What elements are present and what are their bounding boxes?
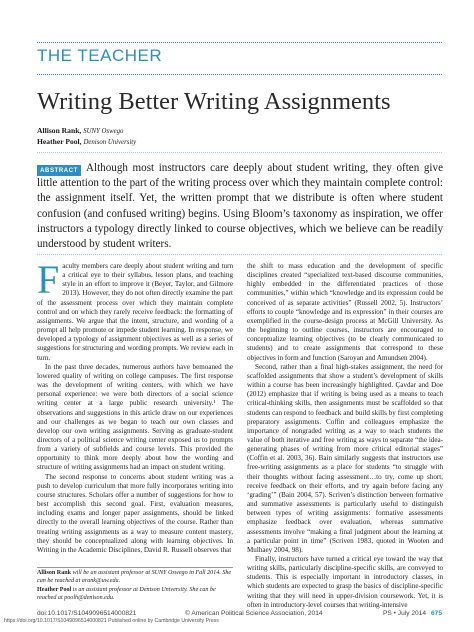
footnote: Allison Rank will be an assistant professor at SUNY Oswego in Fall 2014. She can be reached at arank@uw.edu. [37,570,232,584]
left-column [37,257,233,555]
paragraph: the shift to mass education and the development of specific disciplines created “specialized text-based discourse communities, highly embedded in the differentiated practices of those communities,” within which “knowledge and its expression could be conceived of as separate activities” (Russell 2002, 5). Instructors’ efforts to couple “knowledge and its expression” in their courses are exemplified in the course-design process at McGill University. As the beginning to outline courses, instructors are encouraged to conceptualize learning objectives (to be clearly communicated to students) and to create assignments that correspond to these objectives in form and function (Saroyan and Amundsen 2004). [247,262,443,362]
paragraph: Second, rather than a final high-stakes assignment, the need for scaffolded assignments that show a student’s development of skills within a course has been increasingly highlighted. Çavdar and Doe (2012) emphasize that if writing is being used as a means to teach critical-thinking skills, then assignments must be scaffolded so that students can respond to feedback and build skills by first completing preparatory assignments. Coffin and colleagues emphasize the importance of nongraded writing as a way to teach students the value of both iterative and free writing as ways to separate “the idea-generating phases of writing from more critical editorial stages” (Coffin et al. 2003, 36). Bain similarly suggests that instructors use free-writing assignments as a place for students “to struggle with their thoughts without facing assessment…to try, come up short, receive feedback on their efforts, and try again before facing any ‘grading’” (Bain 2004, 57). Scriven’s distinction between formative and summative assessments is particularly useful to distinguish between types of writing assignments: formative assessments emphasize feedback over evaluation, whereas summative assessments involve “making a final judgment about the learning at a particular point in time” (Scriven 1983, quoted in Wooten and Mulhaey 2004, 98). [247,362,443,554]
paragraph: The second response to concerns about student writing was a push to develop curriculum that more fully incorporates writing into course structures. Scholars offer a number of suggestions for how to best accomplish this second goal. First, evaluation measures, including exams and longer paper assignments, should be linked directly to the overall learning objectives of the course. Rather than treating writing assignments as a way to measure content mastery, they should be conceptualized along with learning objectives. In Writing in the Academic Disciplines, David R. Russell observes that [37,472,233,554]
author-name: Allison Rank, [37,126,82,135]
paragraph: Finally, instructors have turned a critical eye toward the way that writing skills, particularly discipline-specific skills, are conveyed to students. This is especially important in introductory classes, in which students are expected to grasp the basics of discipline-specific writing that they will need in upper-division coursework. Yet, it is often in introductory-level courses that writing-intensive [247,555,443,609]
right-column [247,262,443,610]
section-rule-top [37,42,442,43]
footnote-rule [37,567,233,568]
author-name: Heather Pool, [37,137,82,146]
author-affiliation: Denison University [83,139,137,146]
doi-link[interactable]: doi:10.1017/S1049096514000821 [37,610,137,617]
abstract-rule-top [37,152,442,153]
drop-cap: F [37,257,60,302]
author-affiliation: SUNY Oswego [83,128,124,135]
article-title: Writing Better Writing Assignments [37,88,391,115]
abstract-rule-bottom [37,254,442,255]
publisher-watermark[interactable]: https://doi.org/10.1017/S1049096514000821 Published online by Cambridge University Press [4,618,219,624]
author-2 [37,137,136,146]
section-rule-bottom [37,74,442,75]
footnotes [37,570,233,604]
paragraph: Faculty members care deeply about student writing and turn a critical eye to their syllabus, lesson plans, and teaching style in an effort to improve it (Beyer, Taylor, and Gilmore 2013). However, they do not often directly examine the part of the assessment process over which they maintain complete control and on which they rarely receive feedback: the formatting of assignments. We argue that the intent, structure, and wording of a prompt all help promote or impede student learning. In response, we developed a typology of assignment objectives as well as a series of suggestions for structuring and wording prompts. We review each in turn. [37,257,233,362]
section-title: THE TEACHER [37,46,163,65]
journal-issue: PS • July 2014 [383,610,426,617]
abstract-text: Although most instructors care deeply about student writing, they often give little attention to the part of the writing process over which they maintain complete control: the assignment itself. Yet, the written prompt that we distribute is often where student confusion (and confused writing) begins. Using Bloom’s taxonomy as inspiration, we offer instructors a typology directly linked to course objectives, which we believe can be readily understood by student writers. [37,162,443,251]
author-1 [37,126,123,135]
copyright: © American Political Science Association, 2014 [185,610,323,617]
page-number: 675 [430,610,442,617]
abstract-badge: ABSTRACT [37,165,81,176]
paragraph: In the past three decades, numerous authors have bemoaned the lowered quality of writing on college campuses. The first response was the development of writing centers, with which we have personal experience: we were both directors of a social science writing center at a large public research university.¹ The observations and suggestions in this article draw on our experiences and our challenges as we began to teach our own classes and develop our own writing assignments. Serving as graduate-student directors of a political science writing center exposed us to prompts from a variety of subfields and course levels. This provided the opportunity to think more deeply about how the wording and structure of writing assignments had an impact on student writing. [37,362,233,472]
footnote: Heather Pool is an assistant professor at Denison University. She can be reached at poolh@denison.edu. [37,586,216,601]
